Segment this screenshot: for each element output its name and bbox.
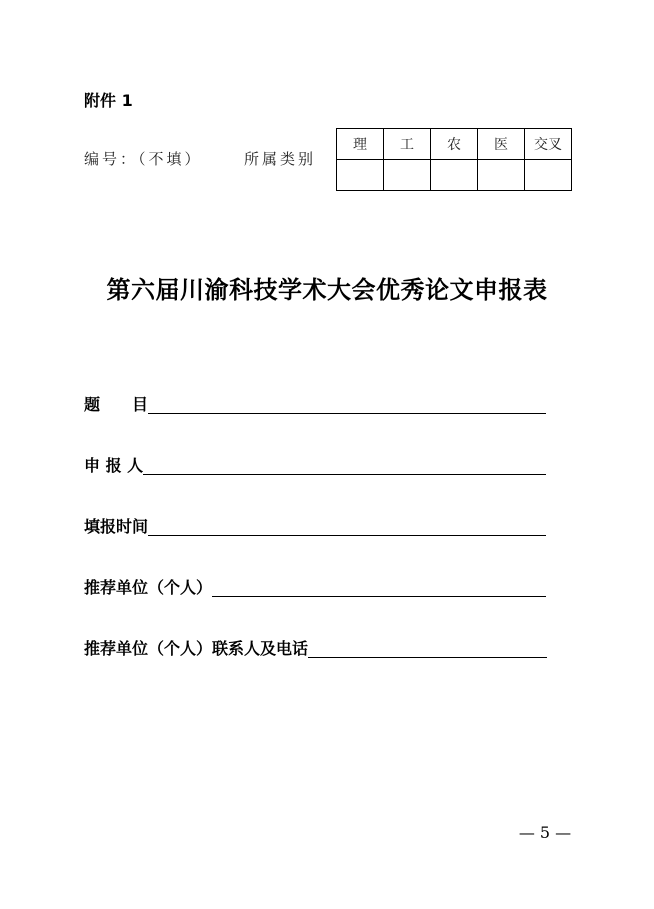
category-engineering: 工: [384, 129, 431, 160]
category-agriculture-cell[interactable]: [431, 160, 478, 191]
field-title: [84, 392, 546, 416]
field-recommender-contact-input[interactable]: [308, 637, 547, 658]
category-interdisciplinary: 交叉: [525, 129, 572, 160]
field-title-input[interactable]: [148, 393, 546, 414]
field-applicant-label: 申 报 人: [84, 456, 144, 475]
serial-number-label: 编号：（不填）: [84, 150, 203, 168]
category-agriculture: 农: [431, 129, 478, 160]
category-checkbox-row: [337, 160, 572, 191]
form-title: 第六届川渝科技学术大会优秀论文申报表: [106, 275, 548, 304]
category-header-row: [337, 129, 572, 160]
field-fill-date-input[interactable]: [148, 515, 546, 536]
field-applicant: [84, 453, 546, 477]
field-applicant-input[interactable]: [143, 454, 546, 475]
field-recommender-contact: [84, 636, 547, 660]
page-number: — 5 —: [518, 823, 572, 842]
category-table: [336, 128, 572, 191]
category-medicine: 医: [478, 129, 525, 160]
field-recommender-label: 推荐单位（个人）: [84, 578, 213, 597]
field-recommender-contact-label: 推荐单位（个人）联系人及电话: [84, 639, 309, 658]
category-interdisciplinary-cell[interactable]: [525, 160, 572, 191]
category-engineering-cell[interactable]: [384, 160, 431, 191]
category-medicine-cell[interactable]: [478, 160, 525, 191]
field-title-label: 题 目: [84, 395, 149, 414]
field-recommender-input[interactable]: [212, 576, 546, 597]
category-label: 所属类别: [244, 150, 317, 168]
field-recommender: [84, 575, 546, 599]
field-fill-date: [84, 514, 546, 538]
category-science: 理: [337, 129, 384, 160]
category-science-cell[interactable]: [337, 160, 384, 191]
attachment-label: 附件 1: [84, 91, 133, 110]
field-fill-date-label: 填报时间: [84, 517, 149, 536]
